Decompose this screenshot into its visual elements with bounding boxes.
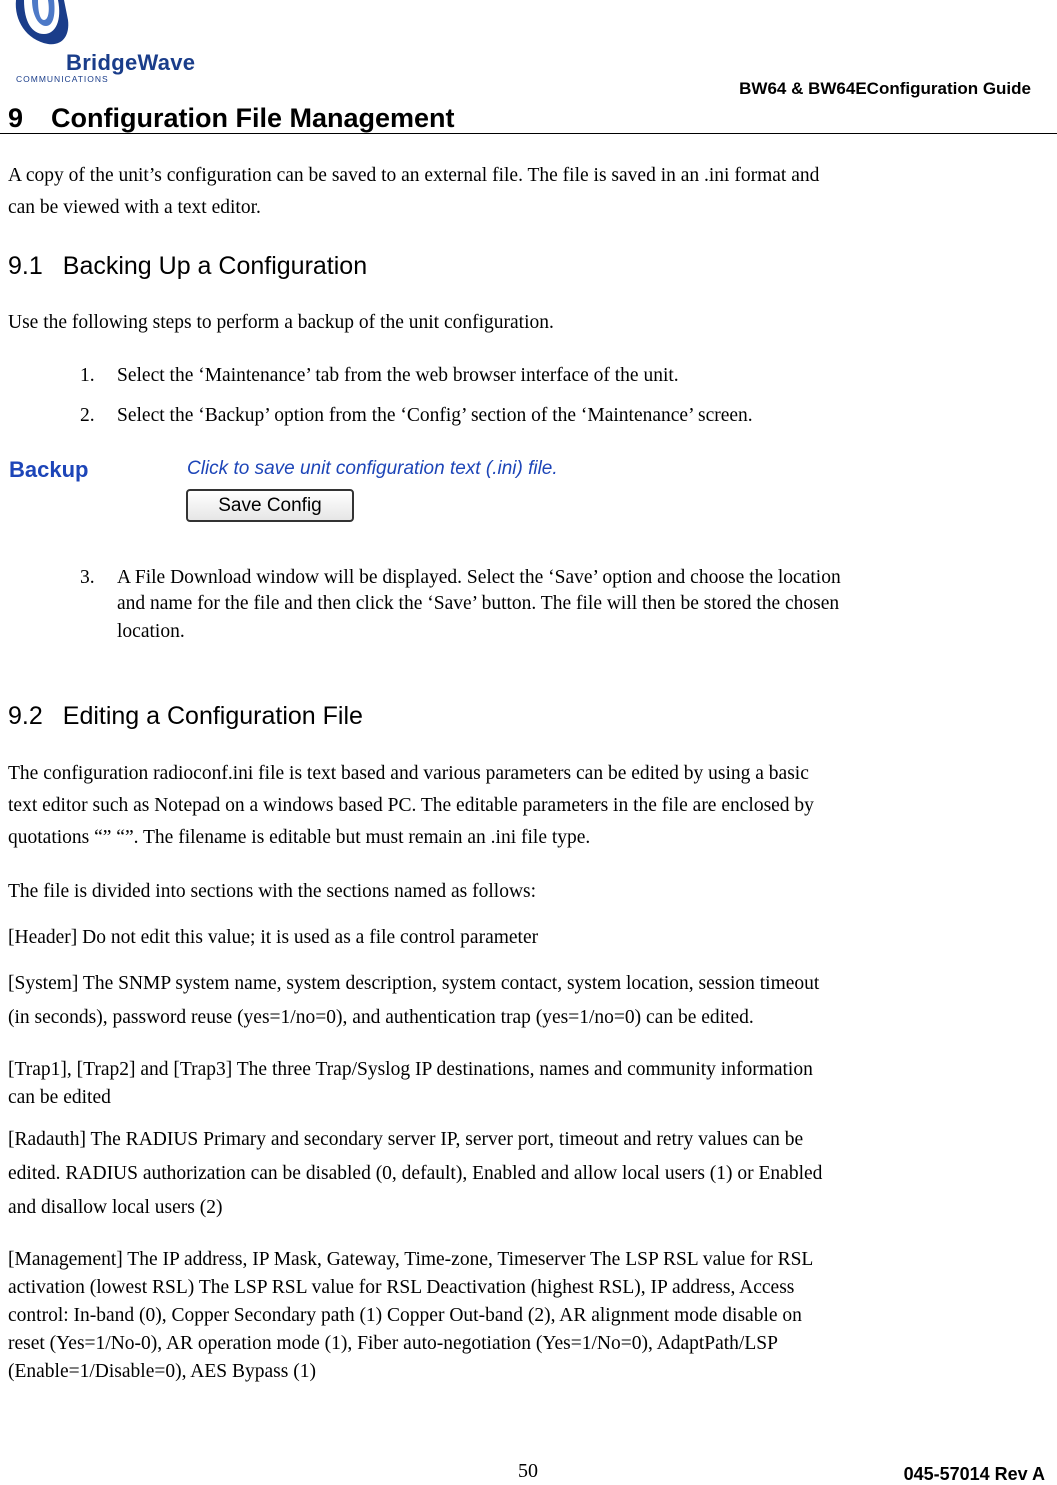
bridgewave-logo-icon <box>14 0 74 52</box>
list-number: 3. <box>80 567 95 588</box>
section-number: 9.2 <box>8 702 43 730</box>
list-item-text: Select the ‘Backup’ option from the ‘Config’ section of the ‘Maintenance’ screen. <box>117 405 753 426</box>
list-item-text: Select the ‘Maintenance’ tab from the web browser interface of the unit. <box>117 365 679 386</box>
intro-line-1: A copy of the unit’s configuration can be saved to an external file. The file is saved in an .ini format and <box>8 165 820 186</box>
logo-subtitle: COMMUNICATIONS <box>16 74 109 84</box>
header-section-desc: [Header] Do not edit this value; it is used as a file control parameter <box>8 927 539 948</box>
list-number: 1. <box>80 365 95 386</box>
radauth-section-desc: [Radauth] The RADIUS Primary and secondary server IP, server port, timeout and retry values can be <box>8 1129 804 1150</box>
backup-intro: Use the following steps to perform a backup of the unit configuration. <box>8 312 554 333</box>
section-title: Editing a Configuration File <box>62 702 363 730</box>
paragraph-line: text editor such as Notepad on a windows based PC. The editable parameters in the file are enclosed by <box>8 795 814 816</box>
trap-section-desc: [Trap1], [Trap2] and [Trap3] The three Trap/Syslog IP destinations, names and community information <box>8 1059 813 1080</box>
section-9-2-heading <box>8 702 363 731</box>
section-title: Backing Up a Configuration <box>62 252 368 280</box>
system-section-desc: [System] The SNMP system name, system description, system contact, system location, session timeout <box>8 973 820 994</box>
intro-line-2: can be viewed with a text editor. <box>8 197 261 218</box>
heading-rule <box>0 133 1057 134</box>
management-section-desc: reset (Yes=1/No-0), AR operation mode (1), Fiber auto-negotiation (Yes=1/No=0), AdaptPath/LSP <box>8 1333 778 1354</box>
paragraph-line: The file is divided into sections with the sections named as follows: <box>8 881 537 902</box>
system-section-desc: (in seconds), password reuse (yes=1/no=0), and authentication trap (yes=1/no=0) can be edited. <box>8 1007 754 1028</box>
section-title: Configuration File Management <box>51 103 455 133</box>
list-number: 2. <box>80 405 95 426</box>
radauth-section-desc: and disallow local users (2) <box>8 1197 223 1218</box>
list-item-text: and name for the file and then click the ‘Save’ button. The file will then be stored the chosen <box>117 593 840 614</box>
save-config-button[interactable]: Save Config <box>186 489 354 522</box>
list-item-text: location. <box>117 621 185 642</box>
logo-name: BridgeWave <box>66 50 196 75</box>
paragraph-line: The configuration radioconf.ini file is text based and various parameters can be edited by using a basic <box>8 763 809 784</box>
radauth-section-desc: edited. RADIUS authorization can be disabled (0, default), Enabled and allow local users (1) or Enabled <box>8 1163 823 1184</box>
management-section-desc: activation (lowest RSL) The LSP RSL value for RSL Deactivation (highest RSL), IP address, Access <box>8 1277 795 1298</box>
page-number: 50 <box>518 1460 538 1482</box>
trap-section-desc: can be edited <box>8 1087 111 1108</box>
backup-label: Backup <box>9 457 89 482</box>
management-section-desc: control: In-band (0), Copper Secondary path (1) Copper Out-band (2), AR alignment mode disable on <box>8 1305 802 1326</box>
list-item <box>80 362 95 390</box>
management-section-desc: (Enable=1/Disable=0), AES Bypass (1) <box>8 1361 316 1382</box>
section-number: 9.1 <box>8 252 43 280</box>
list-item <box>80 402 95 430</box>
document-revision: 045-57014 Rev A <box>903 1464 1045 1484</box>
section-9-1-heading <box>8 252 367 281</box>
guide-title: BW64 & BW64EConfiguration Guide <box>739 79 1031 98</box>
list-item-text: A File Download window will be displayed. Select the ‘Save’ option and choose the location <box>117 567 841 588</box>
section-number: 9 <box>8 103 24 133</box>
paragraph-line: quotations “” “”. The filename is editable but must remain an .ini file type. <box>8 827 591 848</box>
backup-description: Click to save unit configuration text (.ini) file. <box>187 458 558 479</box>
management-section-desc: [Management] The IP address, IP Mask, Gateway, Time-zone, Timeserver The LSP RSL value for RSL <box>8 1249 814 1270</box>
section-9-heading <box>8 103 455 134</box>
list-item <box>80 564 95 592</box>
